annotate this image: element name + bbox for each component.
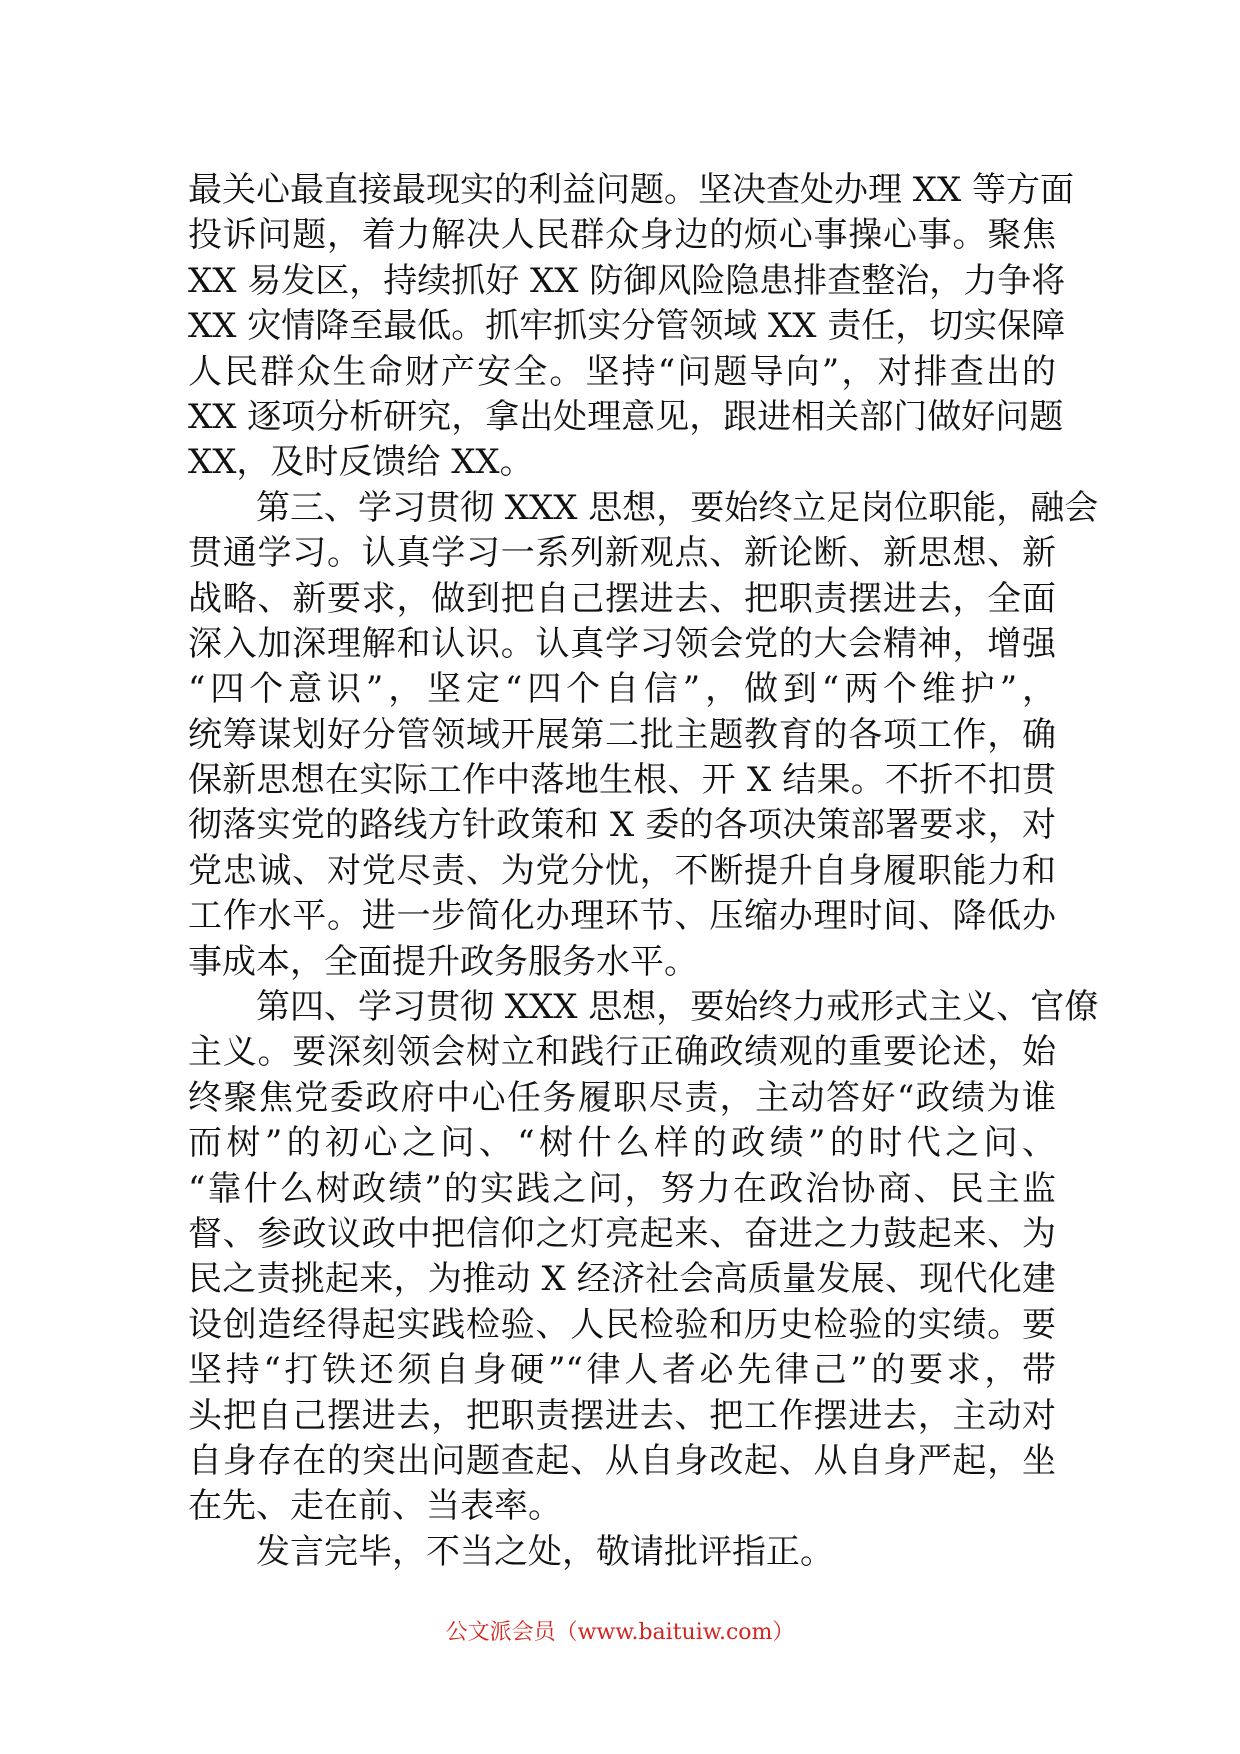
- text-line: XX 灾情降至最低。抓牢抓实分管领域 XX 责任，切实保障: [188, 306, 1066, 347]
- footer-watermark: 公文派会员（www.baituiw.com）: [445, 1620, 795, 1645]
- text-line: XX 逐项分析研究，拿出处理意见，跟进相关部门做好问题: [188, 396, 1064, 437]
- text-line: 终聚焦党委政府中心任务履职尽责，主动答好“政绩为谁: [188, 1077, 1056, 1118]
- text-line: “靠什么树政绩”的实践之问，努力在政治协商、民主监: [188, 1168, 1056, 1209]
- text-line: 党忠诚、对党尽责、为党分忧，不断提升自身履职能力和: [188, 850, 1056, 891]
- paragraph: [188, 1530, 1056, 1575]
- text-line: 事成本，全面提升政务服务水平。: [188, 941, 698, 982]
- text-line: 彻落实党的路线方针政策和 X 委的各项决策部署要求，对: [188, 805, 1056, 846]
- text-line: 在先、走在前、当表率。: [188, 1486, 562, 1527]
- text-line: 第三、学习贯彻 XXX 思想，要始终立足岗位职能，融会: [256, 487, 1099, 528]
- text-line: 设创造经得起实践检验、人民检验和历史检验的实绩。要: [188, 1304, 1056, 1345]
- text-line: 督、参政议政中把信仰之灯亮起来、奋进之力鼓起来、为: [188, 1213, 1056, 1254]
- paragraph: [188, 985, 1099, 1530]
- paragraph: [188, 168, 1075, 486]
- text-line: 投诉问题，着力解决人民群众身边的烦心事操心事。聚焦: [188, 215, 1056, 256]
- text-line: 战略、新要求，做到把自己摆进去、把职责摆进去，全面: [188, 578, 1056, 619]
- paragraph: [188, 486, 1099, 985]
- text-line: 坚持“打铁还须自身硬”“律人者必先律己”的要求，带: [188, 1350, 1056, 1391]
- text-line: “四个意识”，坚定“四个自信”，做到“两个维护”，: [188, 669, 1056, 710]
- document-body: [188, 168, 1099, 1575]
- text-line: 发言完毕，不当之处，敬请批评指正。: [256, 1531, 834, 1572]
- text-line: 最关心最直接最现实的利益问题。坚决查处办理 XX 等方面: [188, 170, 1075, 210]
- text-line: 统筹谋划好分管领域开展第二批主题教育的各项工作，确: [188, 714, 1056, 755]
- text-line: 主义。要深刻领会树立和践行正确政绩观的重要论述，始: [188, 1032, 1056, 1073]
- text-line: 人民群众生命财产安全。坚持“问题导向”，对排查出的: [188, 351, 1056, 392]
- text-line: 工作水平。进一步简化办理环节、压缩办理时间、降低办: [188, 896, 1056, 937]
- text-line: 自身存在的突出问题查起、从自身改起、从自身严起，坐: [188, 1440, 1056, 1481]
- text-line: 深入加深理解和认识。认真学习领会党的大会精神，增强: [188, 623, 1056, 664]
- text-line: XX，及时反馈给 XX。: [188, 442, 534, 483]
- text-line: 而树”的初心之问、“树什么样的政绩”的时代之问、: [188, 1123, 1056, 1164]
- text-line: 第四、学习贯彻 XXX 思想，要始终力戒形式主义、官僚: [256, 987, 1099, 1028]
- text-line: 保新思想在实际工作中落地生根、开 X 结果。不折不扣贯: [188, 760, 1056, 801]
- text-line: XX 易发区，持续抓好 XX 防御风险隐患排查整治，力争将: [188, 260, 1066, 301]
- text-line: 民之责挑起来，为推动 X 经济社会高质量发展、现代化建: [188, 1259, 1056, 1300]
- text-line: 贯通学习。认真学习一系列新观点、新论断、新思想、新: [188, 533, 1056, 574]
- text-line: 头把自己摆进去，把职责摆进去、把工作摆进去，主动对: [188, 1395, 1056, 1436]
